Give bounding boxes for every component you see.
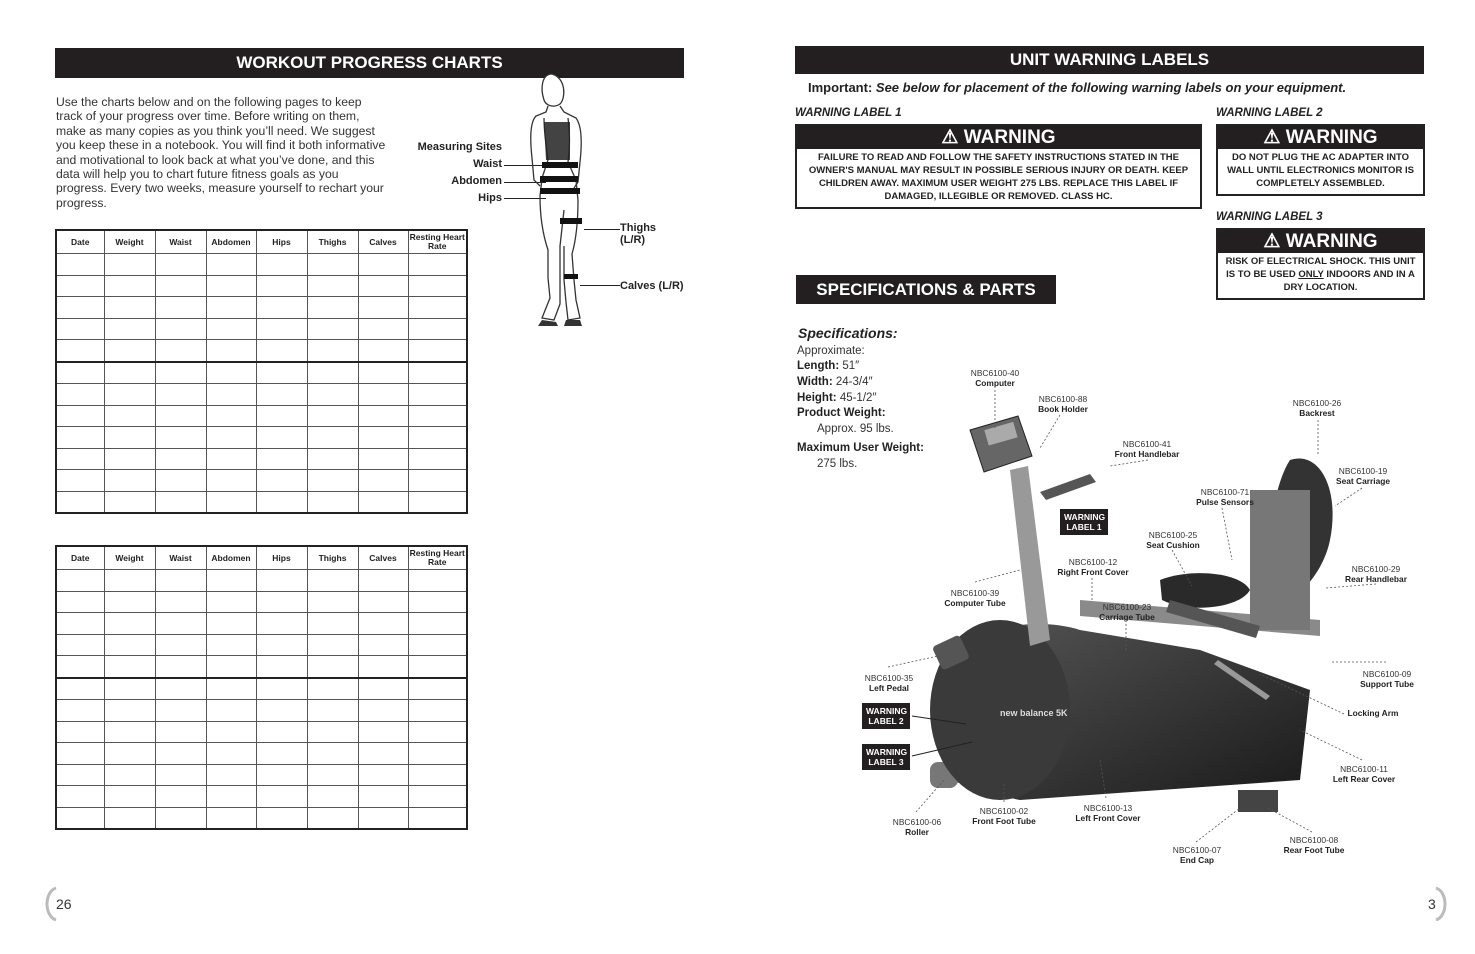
part-rear-handlebar: NBC6100-29 Rear Handlebar [1345, 564, 1407, 584]
warning-3-text-b: INDOORS AND IN A DRY LOCATION. [1283, 269, 1415, 293]
warning-label-1-title: WARNING LABEL 1 [795, 107, 902, 119]
col-abdomen: Abdomen [206, 546, 256, 570]
col-weight: Weight [104, 546, 155, 570]
part-seat-carriage: NBC6100-19 Seat Carriage [1336, 466, 1390, 486]
part-pulse-sensors: NBC6100-71 Pulse Sensors [1196, 487, 1254, 507]
col-thighs: Thighs [307, 230, 358, 254]
warning-label-2-title: WARNING LABEL 2 [1216, 107, 1323, 119]
abdomen-label: Abdomen [451, 175, 502, 187]
col-waist: Waist [155, 546, 206, 570]
part-end-cap: NBC6100-07 End Cap [1172, 845, 1222, 865]
intro-paragraph: Use the charts below and on the following pages to keep track of your progress over time. Before writing on them, make as many copies as you think you’ll need. We suggest you keep these in a notebook. You will find it both informative and motivational to look back at what you’ve done, and this data will help you to chart future fitness goals as you progress. Every two weeks, measure yourself to rechart your progress. [56, 95, 386, 210]
warning-word: WARNING [1285, 231, 1378, 252]
col-calves: Calves [358, 546, 408, 570]
part-seat-cushion: NBC6100-25 Seat Cushion [1146, 530, 1200, 550]
warning-word: WARNING [1285, 127, 1378, 148]
section-title: UNIT WARNING LABELS [1009, 50, 1210, 69]
part-computer-tube: NBC6100-39 Computer Tube [944, 588, 1006, 608]
spec-height-value: 45-1/2″ [839, 392, 877, 404]
part-roller: NBC6100-06 Roller [892, 817, 942, 837]
spec-width-value: 24-3/4″ [835, 376, 873, 388]
col-weight: Weight [104, 230, 155, 254]
spec-product-weight-label: Product Weight: [797, 407, 886, 419]
measuring-sites-title: Measuring Sites [417, 141, 502, 153]
col-hips: Hips [256, 230, 307, 254]
section-title: SPECIFICATIONS & PARTS [816, 280, 1036, 299]
page-number-right: 3 [1428, 896, 1436, 912]
hips-label: Hips [478, 192, 502, 204]
col-date: Date [56, 546, 104, 570]
warning-triangle-icon: ⚠ [1263, 231, 1281, 252]
warning-triangle-icon: ⚠ [1263, 127, 1281, 148]
part-book-holder: NBC6100-88 Book Holder [1038, 394, 1088, 414]
part-backrest: NBC6100-26 Backrest [1292, 398, 1342, 418]
page-number-bracket-right [1432, 886, 1452, 922]
warning-label-3-title: WARNING LABEL 3 [1216, 211, 1323, 223]
spec-length-value: 51″ [842, 360, 860, 372]
col-date: Date [56, 230, 104, 254]
specifications-heading: Specifications: [798, 325, 898, 341]
part-front-handlebar: NBC6100-41 Front Handlebar [1114, 439, 1180, 459]
diagram-tag-warning-label-3: WARNING LABEL 3 [862, 744, 910, 770]
part-computer: NBC6100-40 Computer [970, 368, 1020, 388]
calves-label: Calves (L/R) [620, 280, 684, 292]
thighs-label: Thighs (L/R) [620, 222, 657, 246]
section-title: WORKOUT PROGRESS CHARTS [236, 53, 503, 72]
part-right-front-cover: NBC6100-12 Right Front Cover [1057, 557, 1129, 577]
warning-3-text-a: RISK OF ELECTRICAL SHOCK. THIS UNIT IS TO BE USED [1225, 256, 1416, 280]
part-rear-foot-tube: NBC6100-08 Rear Foot Tube [1283, 835, 1345, 855]
col-waist: Waist [155, 230, 206, 254]
waist-label: Waist [473, 158, 502, 170]
brand-model: 5K [1056, 708, 1068, 718]
warning-label-2-text: DO NOT PLUG THE AC ADAPTER INTO WALL UNTIL ELECTRONICS MONITOR IS COMPLETELY ASSEMBLED. [1227, 152, 1414, 189]
warning-triangle-icon: ⚠ [941, 127, 959, 148]
col-hips: Hips [256, 546, 307, 570]
part-left-pedal: NBC6100-35 Left Pedal [864, 673, 914, 693]
part-locking-arm: Locking Arm [1347, 708, 1399, 718]
spec-max-user-label: Maximum User Weight: [797, 442, 924, 454]
part-front-foot-tube: NBC6100-02 Front Foot Tube [972, 806, 1036, 826]
col-resting-heart-rate: Resting Heart Rate [408, 546, 467, 570]
part-carriage-tube: NBC6100-23 Carriage Tube [1099, 602, 1155, 622]
part-support-tube: NBC6100-09 Support Tube [1360, 669, 1414, 689]
warning-3-text-only: ONLY [1298, 269, 1324, 280]
diagram-tag-warning-label-2: WARNING LABEL 2 [862, 703, 910, 729]
col-calves: Calves [358, 230, 408, 254]
col-thighs: Thighs [307, 546, 358, 570]
spec-length-label: Length: [797, 360, 840, 372]
spec-width-label: Width: [797, 376, 833, 388]
spec-height-label: Height: [797, 392, 837, 404]
warning-label-1-text: FAILURE TO READ AND FOLLOW THE SAFETY INSTRUCTIONS STATED IN THE OWNER'S MANUAL MAY RESULT IN POSSIBLE SERIOUS INJURY OR DEATH. KEEP CHILDREN AWAY. MAXIMUM USER WEIGHT 275 LBS. REPLACE THIS LABEL IF DAMAGED, ILLEGIBLE OR REMOVED. CLASS HC. [808, 152, 1189, 202]
spec-max-user-weight-value: 275 lbs. [817, 458, 858, 470]
part-left-front-cover: NBC6100-13 Left Front Cover [1075, 803, 1141, 823]
col-abdomen: Abdomen [206, 230, 256, 254]
col-resting-heart-rate: Resting Heart Rate [408, 230, 467, 254]
important-text: See below for placement of the following warning labels on your equipment. [875, 80, 1347, 95]
part-left-rear-cover: NBC6100-11 Left Rear Cover [1332, 764, 1396, 784]
important-label: Important: [808, 80, 873, 95]
warning-word: WARNING [963, 127, 1056, 148]
page-number-left: 26 [56, 896, 72, 912]
spec-product-weight-value: Approx. 95 lbs. [817, 423, 894, 435]
diagram-tag-warning-label-1: WARNING LABEL 1 [1060, 509, 1108, 535]
brand-name: new balance [1000, 708, 1054, 718]
spec-approximate: Approximate: [797, 345, 865, 357]
